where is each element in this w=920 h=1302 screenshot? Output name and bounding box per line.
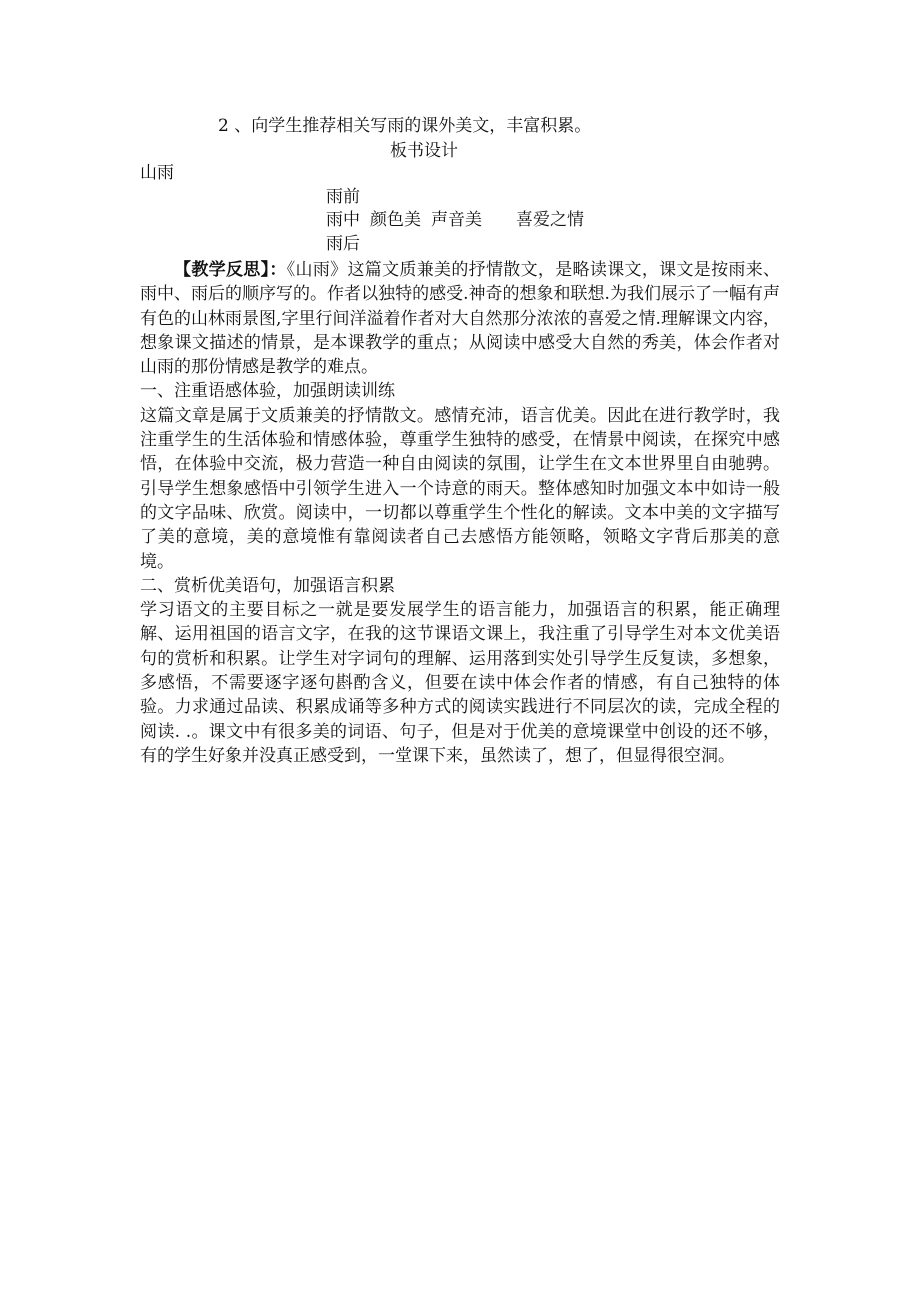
board-row-after: 雨后 xyxy=(326,234,360,254)
reflection-intro-text: 《山雨》这篇文质兼美的抒情散文，是略读课文，课文是按雨来、雨中、雨后的顺序写的。作者以独特的感受.神奇的想象和联想.为我们展示了一幅有声有色的山林雨景图,字里行间洋溢着作者对大自然那分浓浓的喜爱之情.理解课文内容，想象课文描述的情景，是本课教学的重点；从阅读中感受大自然的秀美，体会作者对山雨的那份情感是教学的难点。 xyxy=(140,260,781,378)
section-heading-1: 一、注重语感体验，加强朗读训练 xyxy=(140,381,395,402)
recommendation-line: 2 、向学生推荐相关写雨的课外美文，丰富积累。 xyxy=(218,116,592,136)
board-row-before: 雨前 xyxy=(326,187,360,207)
board-sound-beauty: 声音美 xyxy=(431,210,482,230)
reflection-label: 【教学反思】 xyxy=(174,260,270,280)
teaching-reflection xyxy=(140,258,780,768)
board-during-label: 雨中 xyxy=(326,210,360,230)
section-heading-2: 二、赏析优美语句，加强语言积累 xyxy=(140,575,395,596)
board-color-beauty: 颜色美 xyxy=(370,210,421,230)
reflection-intro xyxy=(140,258,780,379)
board-affection: 喜爱之情 xyxy=(516,210,584,230)
reflection-colon: ： xyxy=(269,260,287,280)
board-heading: 山雨 xyxy=(140,163,174,183)
section-paragraph-2: 学习语文的主要目标之一就是要发展学生的语言能力，加强语言的积累，能正确理解、运用祖国的语言文字，在我的这节课语文课上，我注重了引导学生对本文优美语句的赏析和积累。让学生对字词句的理解、运用落到实处引导学生反复读，多想象，多感悟，不需要逐字逐句斟酌含义，但要在读中体会作者的情感，有自己独特的体验。力求通过品读、积累成诵等多种方式的阅读实践进行不同层次的读，完成全程的阅读. .。课文中有很多美的词语、句子，但是对于优美的意境课堂中创设的还不够，有的学生好象并没真正感受到，一堂课下来，虽然读了，想了，但显得很空洞。 xyxy=(140,600,780,766)
board-design-title: 板书设计 xyxy=(390,141,458,161)
board-row-during xyxy=(326,208,584,232)
section-paragraph-1: 这篇文章是属于文质兼美的抒情散文。感情充沛，语言优美。因此在进行教学时，我注重学生的生活体验和情感体验，尊重学生独特的感受，在情景中阅读，在探究中感悟，在体验中交流，极力营造一种自由阅读的氛围，让学生在文本世界里自由驰骋。引导学生想象感悟中引领学生进入一个诗意的雨天。整体感知时加强文本中如诗一般的文字品味、欣赏。阅读中，一切都以尊重学生个性化的解读。文本中美的文字描写了美的意境，美的意境惟有靠阅读者自己去感悟方能领略，领略文字背后那美的意境。 xyxy=(140,405,780,572)
